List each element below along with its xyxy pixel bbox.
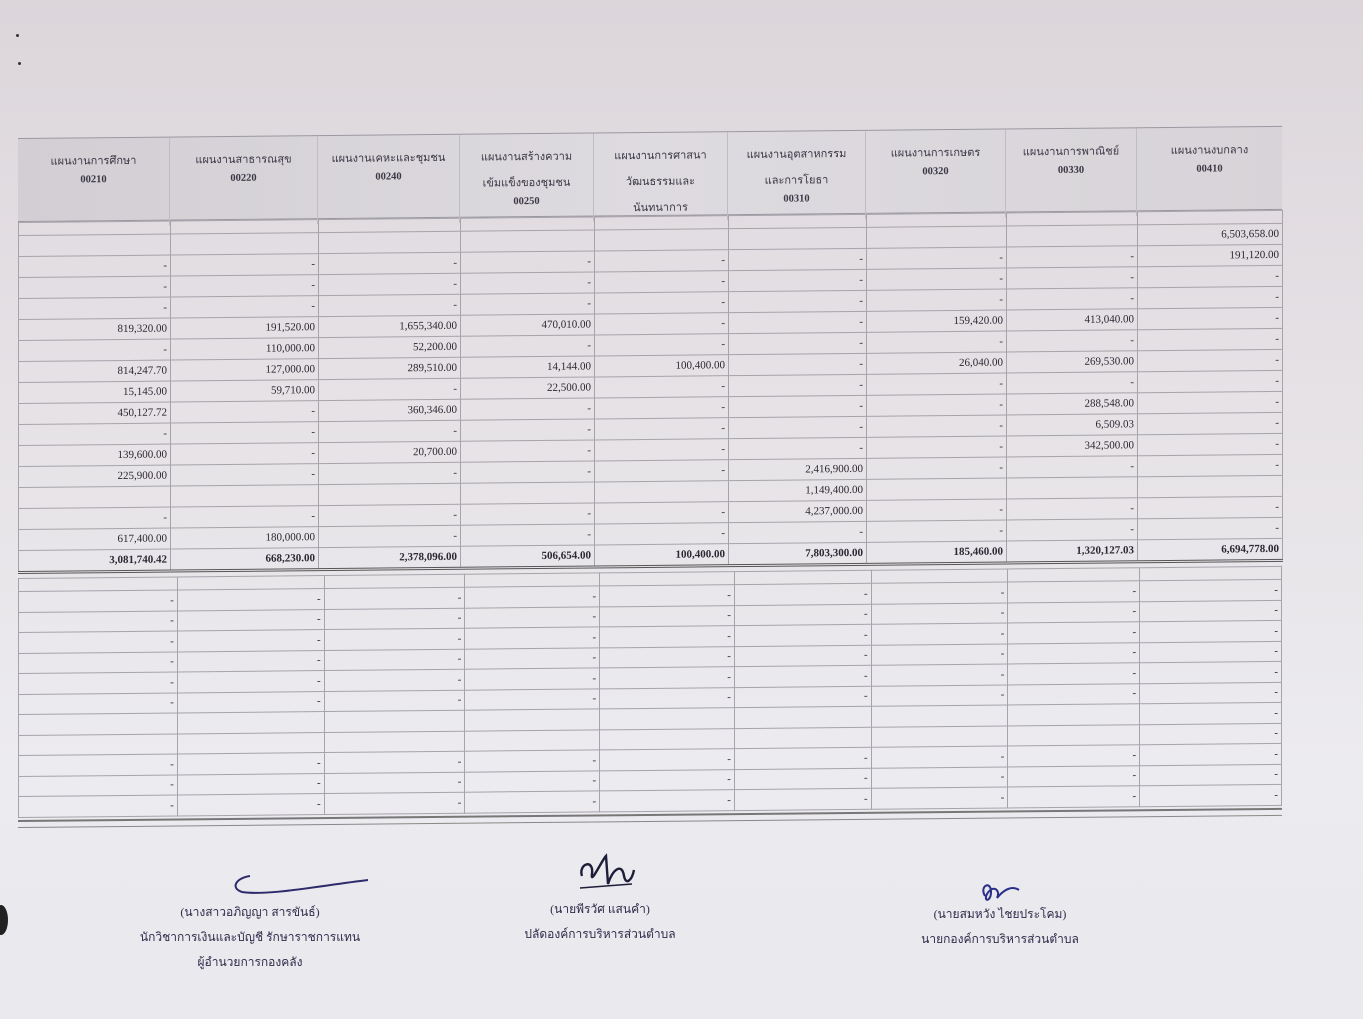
table-cell: - [734,604,871,626]
column-header [460,133,594,222]
table-cell: - [734,747,871,769]
table-cell: - [1007,456,1138,478]
column-header-name: แผนงานสาธารณสุข [195,153,292,167]
column-header [318,135,460,224]
table-cell: - [595,271,729,293]
table-cell: - [867,436,1007,458]
signature-block-right [880,902,1120,952]
table-cell: - [1007,372,1138,394]
table-cell: - [1008,601,1140,623]
table-cell: - [19,276,171,298]
table-cell [1007,225,1138,247]
table-cell: - [595,397,729,419]
table-cell: - [465,750,600,772]
table-cell: 269,530.00 [1007,351,1138,373]
table-cell: 413,040.00 [1007,309,1138,331]
table-cell: - [19,590,178,612]
table-cell: - [19,754,178,776]
table-cell: - [1140,764,1282,786]
table-cell: - [461,272,595,294]
table-cell: - [729,416,867,438]
table-cell: 2,416,900.00 [729,458,867,480]
table-cell: - [465,606,600,628]
table-cell: - [1138,370,1283,392]
table-cell: - [1138,307,1283,329]
table-cell: - [734,624,871,646]
column-header [866,130,1006,219]
table-cell: - [600,769,735,791]
table-cell: 1,655,340.00 [319,315,461,337]
table-cell [461,482,595,504]
table-cell: - [867,247,1007,269]
table-cell: - [1140,600,1282,622]
table-cell: - [867,415,1007,437]
table-cell: - [1138,496,1283,518]
table-cell: - [177,794,324,816]
table-cell: 191,120.00 [1138,244,1283,266]
table-cell [600,728,735,750]
table-cell: - [19,774,178,796]
table-cell: - [1138,391,1283,413]
table-cell: - [729,353,867,375]
table-cell: 52,200.00 [319,336,461,358]
table-header [18,126,1282,222]
table-cell: - [600,626,735,648]
table-cell: - [1140,723,1282,745]
column-header [18,138,170,227]
signer-name-left: (นางสาวอภิญญา สารขันธ์) [180,905,320,919]
table-cell [729,227,867,249]
table-cell: - [729,332,867,354]
table-cell: - [1007,246,1138,268]
table-cell: - [1007,330,1138,352]
table-cell: - [734,645,871,667]
total-cell: 668,230.00 [171,548,319,571]
table-cell [600,572,735,586]
table-cell: - [465,668,600,690]
table-cell [19,486,171,508]
table-cell: 4,237,000.00 [729,500,867,522]
table-cell [324,731,465,753]
table-cell: - [319,462,461,484]
table-cell: - [171,506,319,528]
table-cell: - [867,394,1007,416]
table-cell [867,226,1007,248]
table-cell: - [867,373,1007,395]
table-cell: 6,509.03 [1007,414,1138,436]
column-header-code: 00220 [230,172,257,184]
table-cell: - [177,650,324,672]
column-header-name: แผนงานสร้างความ เข้มแข็งของชุมชน [480,150,573,190]
table-cell: 360,346.00 [319,399,461,421]
table-cell: - [324,690,465,712]
table-cell: - [729,290,867,312]
table-cell: - [871,664,1008,686]
total-cell: 185,460.00 [867,541,1007,564]
column-header-code: 00320 [922,166,949,178]
table-cell: - [1140,641,1282,663]
table-cell: - [1140,661,1282,683]
table-cell: - [867,520,1007,542]
table-cell: - [729,395,867,417]
signer-title-middle: ปลัดองค์การบริหารส่วนตำบล [524,927,676,941]
table-cell: - [595,250,729,272]
table-cell: - [871,684,1008,706]
table-cell: 1,149,400.00 [729,479,867,501]
table-cell: 139,600.00 [19,444,171,466]
table-cell: - [461,335,595,357]
table-cell: 450,127.72 [19,402,171,424]
table-cell: - [600,687,735,709]
column-header-name: แผนงานงบกลาง [1170,144,1249,157]
table-cell: - [177,753,324,775]
table-cell: 20,700.00 [319,441,461,463]
column-header-code: 00410 [1196,163,1223,175]
budget-sheet [18,126,1282,828]
table-cell: - [729,269,867,291]
table-cell: - [729,248,867,270]
table-cell: - [1007,519,1138,541]
table-cell: - [171,464,319,486]
column-header [728,131,866,220]
table-cell: - [319,504,461,526]
table-cell: - [871,643,1008,665]
table-cell: - [600,605,735,627]
table-cell [1007,477,1138,499]
table-cell: - [871,623,1008,645]
total-cell: 3,081,740.42 [19,549,171,572]
table-cell [1008,704,1140,726]
table-cell: - [19,610,178,632]
table-cell: - [324,608,465,630]
table-cell: - [1008,786,1140,808]
table-cell: - [465,586,600,608]
signer-name-right: (นายสมหวัง ไชยประโคม) [933,907,1067,921]
total-cell: 506,654.00 [461,545,595,568]
table-cell: - [1140,682,1282,704]
column-header [594,132,728,221]
table-cell: - [595,313,729,335]
table-cell: - [465,791,600,813]
table-cell: - [1138,412,1283,434]
table-cell: - [1140,620,1282,642]
table-cell: - [19,339,171,361]
table-cell: - [171,443,319,465]
table-cell: - [595,439,729,461]
table-cell: 100,400.00 [595,355,729,377]
column-header-code: 00330 [1057,164,1085,177]
table-cell: - [19,423,171,445]
table-cell: - [1007,267,1138,289]
table-cell: - [171,296,319,318]
table-cell: - [1140,702,1282,724]
table-cell: - [19,651,178,673]
table-cell: - [1140,579,1282,601]
table-cell: 342,500.00 [1007,435,1138,457]
table-cell: - [1007,288,1138,310]
budget-table [18,210,1283,574]
table-cell: - [1008,622,1140,644]
table-cell: - [177,589,324,611]
table-cell: - [1138,328,1283,350]
table-cell: - [324,669,465,691]
table-cell [319,483,461,505]
total-cell: 7,803,300.00 [729,542,867,565]
table-cell: 14,144.00 [461,356,595,378]
table-cell: 15,145.00 [19,381,171,403]
table-cell [734,706,871,728]
table-cell: - [1008,765,1140,787]
table-cell: - [319,294,461,316]
table-cell [871,705,1008,727]
column-header-name: แผนงานการพาณิชย์ [1022,145,1120,159]
table-cell: - [871,766,1008,788]
column-header-code: 00240 [375,171,402,183]
table-cell: - [595,523,729,545]
table-cell: - [595,292,729,314]
table-cell: - [324,587,465,609]
table-cell: - [1008,663,1140,685]
column-header-code: 00250 [513,195,540,208]
table-cell: - [171,254,319,276]
table-cell: 289,510.00 [319,357,461,379]
table-cell: 180,000.00 [171,527,319,549]
table-cell: 191,520.00 [171,317,319,339]
table-cell: - [177,630,324,652]
table-cell: - [319,420,461,442]
table-cell: 59,710.00 [171,380,319,402]
table-cell: - [867,331,1007,353]
table-cell [319,231,461,253]
table-cell: - [465,627,600,649]
table-cell: - [1008,745,1140,767]
table-cell: - [177,609,324,631]
signature-middle [572,846,642,898]
table-cell: - [461,398,595,420]
table-cell: - [867,268,1007,290]
table-cell [734,570,871,584]
table-cell: - [461,293,595,315]
table-cell: - [177,691,324,713]
column-header-name: แผนงานเคหะและชุมชน [331,151,446,165]
signature-block-left [120,900,380,975]
table-cell [177,732,324,754]
table-cell: - [729,374,867,396]
signer-subtitle-left: ผู้อำนวยการกองคลัง [197,955,303,969]
table-cell: - [461,503,595,525]
total-cell: 6,694,778.00 [1138,538,1283,561]
table-cell: - [19,255,171,277]
table-cell: - [177,671,324,693]
table-cell: - [177,773,324,795]
paper-speck [18,62,21,65]
table-cell: - [729,311,867,333]
table-cell [19,733,178,755]
table-cell: - [324,751,465,773]
table-cell [171,485,319,507]
table-cell [19,713,178,735]
table-cell: - [1140,784,1282,806]
table-cell: - [324,628,465,650]
table-cell: - [734,768,871,790]
table-cell: - [871,582,1008,604]
signer-title-left: นักวิชาการเงินและบัญชี รักษาราชการแทน [139,930,361,944]
table-cell [595,481,729,503]
table-cell: 26,040.00 [867,352,1007,374]
table-cell: - [729,521,867,543]
table-cell: 127,000.00 [171,359,319,381]
table-cell: - [171,275,319,297]
table-cell: - [19,692,178,714]
table-cell: - [461,251,595,273]
table-cell [465,729,600,751]
table-cell: - [600,790,735,812]
table-cell: 617,400.00 [19,528,171,550]
table-cell [600,708,735,730]
table-cell: - [600,585,735,607]
table-cell: - [1008,642,1140,664]
table-cell: 470,010.00 [461,314,595,336]
paper-speck [16,34,19,37]
table-cell: - [1138,265,1283,287]
table-cell: - [1007,498,1138,520]
table-cell: - [871,787,1008,809]
table-cell: - [600,749,735,771]
table-cell: - [324,649,465,671]
total-cell: 1,320,127.03 [1007,540,1138,563]
table-cell [465,709,600,731]
table-cell: - [867,457,1007,479]
table-cell: - [867,499,1007,521]
table-cell [171,233,319,255]
table-cell: 6,503,658.00 [1138,223,1283,245]
table-cell: - [461,461,595,483]
signer-title-right: นายกองค์การบริหารส่วนตำบล [921,932,1079,946]
table-cell: - [461,524,595,546]
table-cell [871,725,1008,747]
table-cell: - [734,583,871,605]
table-cell: - [465,647,600,669]
table-cell: - [319,525,461,547]
table-cell: - [595,460,729,482]
table-cell: - [1138,454,1283,476]
column-header-code: 00210 [80,174,107,186]
table-cell [734,727,871,749]
table-cell: - [595,502,729,524]
column-header [1137,127,1282,216]
table-cell: - [319,252,461,274]
table-cell: - [465,770,600,792]
table-cell: - [461,419,595,441]
table-cell: 819,320.00 [19,318,171,340]
column-header-name: แผนงานการเกษตร [890,146,981,160]
table-cell [465,573,600,587]
table-cell: 814,247.70 [19,360,171,382]
table-cell [595,229,729,251]
table-cell: - [319,273,461,295]
table-cell: - [19,795,178,817]
table-cell [871,569,1008,583]
binder-hole-shadow [0,905,8,935]
table-cell [1138,475,1283,497]
table-cell: - [19,297,171,319]
table-cell [867,478,1007,500]
table-cell: - [319,378,461,400]
table-cell: 288,548.00 [1007,393,1138,415]
table-cell: - [465,688,600,710]
table-cell: - [734,665,871,687]
table-cell: - [324,772,465,794]
total-cell: 2,378,096.00 [319,546,461,569]
table-cell: - [324,792,465,814]
table-cell: - [595,376,729,398]
table-cell: - [1138,349,1283,371]
table-cell: - [595,334,729,356]
table-cell: 225,900.00 [19,465,171,487]
table-cell [1008,568,1140,582]
signature-block-middle [480,897,720,947]
table-cell: - [171,422,319,444]
column-header-name: แผนงานการศึกษา [50,154,137,168]
table-cell: - [1138,433,1283,455]
table-cell [19,234,171,256]
column-header [170,136,318,225]
table-cell: 159,420.00 [867,310,1007,332]
column-header-name: แผนงานอุตสาหกรรม และการโยธา [746,148,847,187]
table-cell [324,710,465,732]
table-cell: - [1138,286,1283,308]
table-cell: - [871,746,1008,768]
table-cell: - [19,631,178,653]
table-cell: - [19,672,178,694]
table-cell: 22,500.00 [461,377,595,399]
total-cell: 100,400.00 [595,544,729,567]
column-header-name: แผนงานการศาสนา วัฒนธรรมและ นันทนาการ [614,149,707,215]
signature-left [228,870,378,900]
table-cell: - [871,602,1008,624]
table-cell: - [729,437,867,459]
table-cell: - [867,289,1007,311]
table-cell: - [734,686,871,708]
table-cell: - [595,418,729,440]
budget-table-lower [18,566,1282,818]
table-cell: - [734,788,871,810]
table-cell: - [600,667,735,689]
table-cell: - [600,646,735,668]
table-cell: - [461,440,595,462]
table-cell: - [1138,517,1283,539]
table-cell [177,712,324,734]
table-cell: - [1140,743,1282,765]
table-cell [461,230,595,252]
column-header-code: 00310 [783,193,810,205]
signer-name-middle: (นายพีรวัศ แสนคำ) [550,902,650,916]
table-cell: - [1008,683,1140,705]
table-cell: 110,000.00 [171,338,319,360]
column-header [1006,128,1137,217]
table-cell: - [1008,581,1140,603]
table-cell: - [171,401,319,423]
table-cell [1008,724,1140,746]
table-cell: - [19,507,171,529]
